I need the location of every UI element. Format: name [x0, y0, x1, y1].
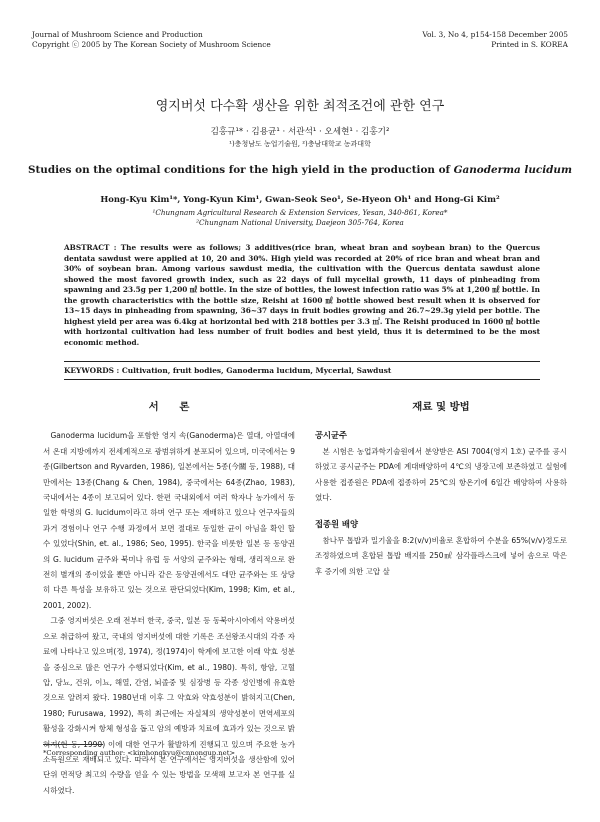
inoculum-paragraph: 참나무 톱밥과 밀기울을 8:2(v/v)비율로 혼합하여 수분을 65%(v/v)정도로 조정하였으며 혼합된 톱밥 배지를 250㎖ 삼각플라스크에 넣어 솜으로 막은 후 증기에 의한 고압 살 [315, 535, 567, 576]
corresponding-author-footnote: *Corresponding author: <kimhongkyu@cnnongup.net> [43, 749, 236, 757]
footnote-rule [43, 744, 103, 745]
abstract-label: ABSTRACT : [64, 243, 117, 252]
english-title-text: Studies on the optimal conditions for the high yield in the production of [27, 164, 450, 176]
keywords-label: KEYWORDS : [64, 366, 120, 375]
abstract [64, 243, 540, 348]
korean-affiliations: ¹)충청남도 농업기술원, ²)충남대학교 농과대학 [229, 140, 371, 148]
journal-name: Journal of Mushroom Science and Production [32, 30, 203, 39]
affiliation-2: ²Chungnam National University, Daejeon 305-764, Korea [196, 218, 404, 227]
affiliation-1: ¹Chungnam Agricultural Research & Extension Services, Yesan, 340-861, Korea* [152, 208, 448, 217]
keywords [64, 366, 540, 375]
english-authors: Hong-Kyu Kim¹*, Yong-Kyun Kim¹, Gwan-Seok Seo¹, Se-Hyeon Oh¹ and Hong-Gi Kim² [100, 194, 500, 204]
printed-in: Printed in S. KOREA [491, 39, 568, 49]
journal-header [32, 30, 271, 49]
keywords-text: Cultivation, fruit bodies, Ganoderma lucidum, Mycerial, Sawdust [121, 366, 392, 375]
copyright-line: Copyright ⓒ 2005 by The Korean Society of Mushroom Science [32, 39, 271, 49]
volume-header [422, 30, 568, 49]
inoculum-subheading: 접종원 배양 [315, 519, 358, 530]
keywords-top-rule [64, 361, 540, 362]
abstract-text: The results were as follows; 3 additives(rice bran, wheat bran and soybean bran) to the Quercus dentata sawdust were applied at 10, 20 and 30%. High yield was recorded at 20% of rice bran and wheat bran and 30% of soybean bran. Among various sawdust media, the cultivation with the Quercus dentata sawdust alone showed the most favored growth index, such as 22 days of full mycelial growth, 11 days of pinheading from spawning and 23.5g per 1,200 ㎖ bottle. In the size of bottles, the lowest infection ratio was 5% at 1,200 ㎖ bottle. In the growth characteristics with the bottle size, Reishi at 1600 ㎖ bottle showed best result when it is observed for 13~15 days in pinheading from spawning, 36~37 days in fruit bodies growing and 26.7~29.3g yield per bottle. The highest yield per area was 6.4kg at horizontal bed with 218 bottles per 3.3 ㎡. The Reishi produced in 1600 ㎖ bottle with horizontal cultivation had less number of fruit bodies and best yield, thus it is determined to be the most economic method. [64, 243, 540, 347]
intro-paragraph-2: 그중 영지버섯은 오래 전부터 한국, 중국, 일본 등 동북아시아에서 약용버섯으로 취급하여 왔고, 국내의 영지버섯에 대한 기록은 조선왕조시대의 각종 자료에 나타나고 있으며(정, 1974), 정(1974)이 학계에 보고한 이래 약효 성분을 중심으로 많은 연구가 수행되었다(Kim, et al., 1980). 특히, 항암, 고혈압, 당뇨, 건위, 이뇨, 해열, 간염, 뇌졸중 및 심장병 등 각종 성인병에 유효한 것으로 알려져 왔다. 1980년대 이후 그 약효와 약효성분이 밝혀지고(Chen, 1980; Furusawa, 1992), 특히 최근에는 자실체의 생약성분이 면역세포의 활성을 강화시켜 항체 형성을 돕고 암의 예방과 치료에 효과가 있는 것으로 밝혀져(현 등, 1990) 이에 대한 연구가 활발하게 진행되고 있으며 주요한 농가 소득원으로 재배되고 있다. 따라서 본 연구에서는 영지버섯을 생산함에 있어 단위 면적당 최고의 수량을 얻을 수 있는 방법을 모색해 보고자 본 연구를 실시하였다. [43, 616, 295, 795]
right-column [315, 400, 567, 579]
intro-heading: 서 론 [148, 401, 190, 413]
intro-paragraph-1: Ganoderma lucidum을 포함한 영지 속(Ganoderma)은 열대, 아열대에서 온대 지방에까지 전세계적으로 광범위하게 분포되어 있으며, 미국에서는 9종(Gilbertson and Ryvarden, 1986), 일본에서는 5종(今關 등, 1988), 대만에서는 13종(Chang & Chen, 1984), 중국에서는 64종(Zhao, 1983), 국내에서는 4종이 보고되어 있다. 한편 국내외에서 여러 학자나 농가에서 동일한 학명의 G. lucidum이라고 하며 연구 또는 재배하고 있으나 연구자들의 과거 경험이나 연구 수행 과정에서 보면 절대로 동일한 균이 아님을 확인 할 수 있었다(Shin, et. al., 1986; Seo, 1995). 한국을 비롯한 일본 등 동양권의 G. lucidum 균주와 북미나 유럽 등 서양의 균주와는 형태, 생리적으로 완전히 별개의 종이었을 뿐만 아니라 같은 동양권에서도 대만 균주와는 또 상당히 다른 특성을 보유하고 있는 것으로 판단되었다(Kim, 1998; Kim, et al., 2001, 2002). [43, 431, 295, 610]
english-title-species: Ganoderma lucidum [453, 164, 572, 176]
korean-title: 영지버섯 다수확 생산을 위한 최적조건에 관한 연구 [155, 99, 445, 114]
methods-heading: 재료 및 방법 [412, 401, 470, 413]
strain-subheading: 공시균주 [315, 430, 348, 441]
keywords-bottom-rule [64, 379, 540, 380]
english-affiliations [0, 208, 600, 228]
left-column [43, 400, 295, 798]
korean-authors: 김홍규¹* · 김용균¹ · 서관석¹ · 오세현¹ · 김홍기² [210, 127, 390, 137]
strain-paragraph: 본 시험은 농업과학기술원에서 분양받은 ASI 7004(영지 1호) 균주를 공시하였고 공시균주는 PDA에 계대배양하여 4℃의 냉장고에 보존하였고 실험에 사용한 접종원은 PDA에 접종하여 25℃의 항온기에 6일간 배양하여 사용하였다. [315, 446, 567, 503]
volume-info: Vol. 3, No 4, p154-158 December 2005 [422, 30, 568, 39]
english-title [0, 164, 600, 176]
